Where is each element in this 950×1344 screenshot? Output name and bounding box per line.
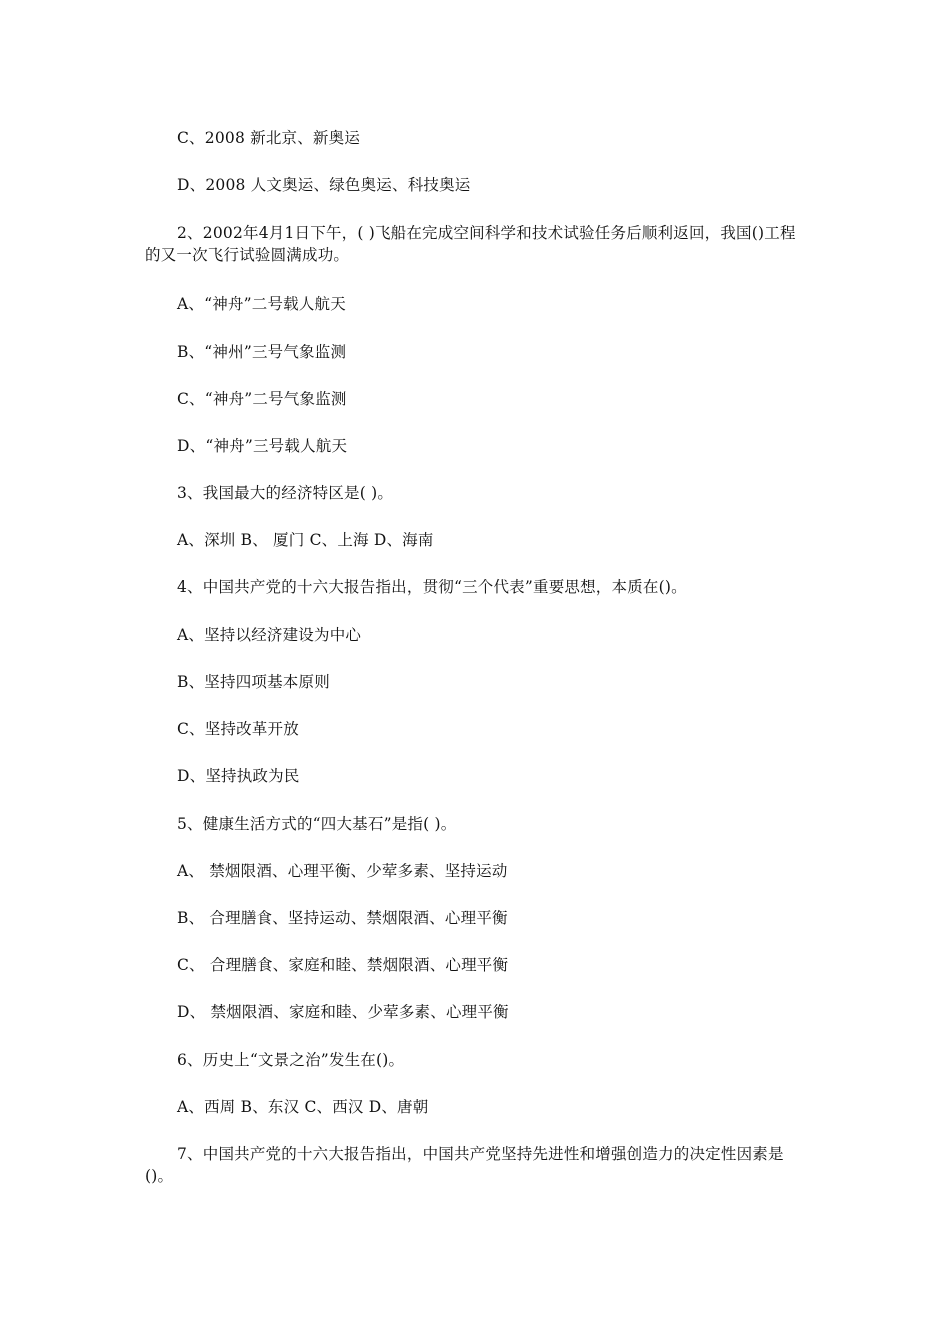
option-a-q4: A、坚持以经济建设为中心 xyxy=(177,626,362,644)
option-d-q2: D、“神舟”三号载人航天 xyxy=(177,437,348,455)
option-d-q4: D、坚持执政为民 xyxy=(177,767,300,785)
option-b-q5: B、 合理膳食、坚持运动、禁烟限酒、心理平衡 xyxy=(177,909,508,927)
option-a-q5: A、 禁烟限酒、心理平衡、少荤多素、坚持运动 xyxy=(177,862,508,880)
option-c-q4: C、坚持改革开放 xyxy=(177,720,299,738)
question-4: 4、中国共产党的十六大报告指出，贯彻“三个代表”重要思想，本质在()。 xyxy=(177,578,687,596)
option-a-q2: A、“神舟”二号载人航天 xyxy=(177,295,346,313)
option-c-q1: C、2008 新北京、新奥运 xyxy=(177,129,361,147)
question-6: 6、历史上“文景之治”发生在()。 xyxy=(177,1051,405,1069)
option-d-q5: D、 禁烟限酒、家庭和睦、少荤多素、心理平衡 xyxy=(177,1003,509,1021)
option-c-q5: C、 合理膳食、家庭和睦、禁烟限酒、心理平衡 xyxy=(177,956,509,974)
question-5: 5、健康生活方式的“四大基石”是指( )。 xyxy=(177,815,457,833)
question-2: 2、2002年4月1日下午，( )飞船在完成空间科学和技术试验任务后顺利返回，我国()工程的又一次飞行试验圆满成功。 xyxy=(145,224,796,264)
question-3: 3、我国最大的经济特区是( )。 xyxy=(177,484,394,502)
option-b-q4: B、坚持四项基本原则 xyxy=(177,673,330,691)
options-q6: A、西周 B、东汉 C、西汉 D、唐朝 xyxy=(177,1098,429,1116)
option-c-q2: C、“神舟”二号气象监测 xyxy=(177,390,347,408)
options-q3: A、深圳 B、 厦门 C、上海 D、海南 xyxy=(177,531,434,549)
option-b-q2: B、“神州”三号气象监测 xyxy=(177,343,347,361)
option-d-q1: D、2008 人文奥运、绿色奥运、科技奥运 xyxy=(177,176,471,194)
question-7: 7、中国共产党的十六大报告指出，中国共产党坚持先进性和增强创造力的决定性因素是()。 xyxy=(145,1145,784,1185)
